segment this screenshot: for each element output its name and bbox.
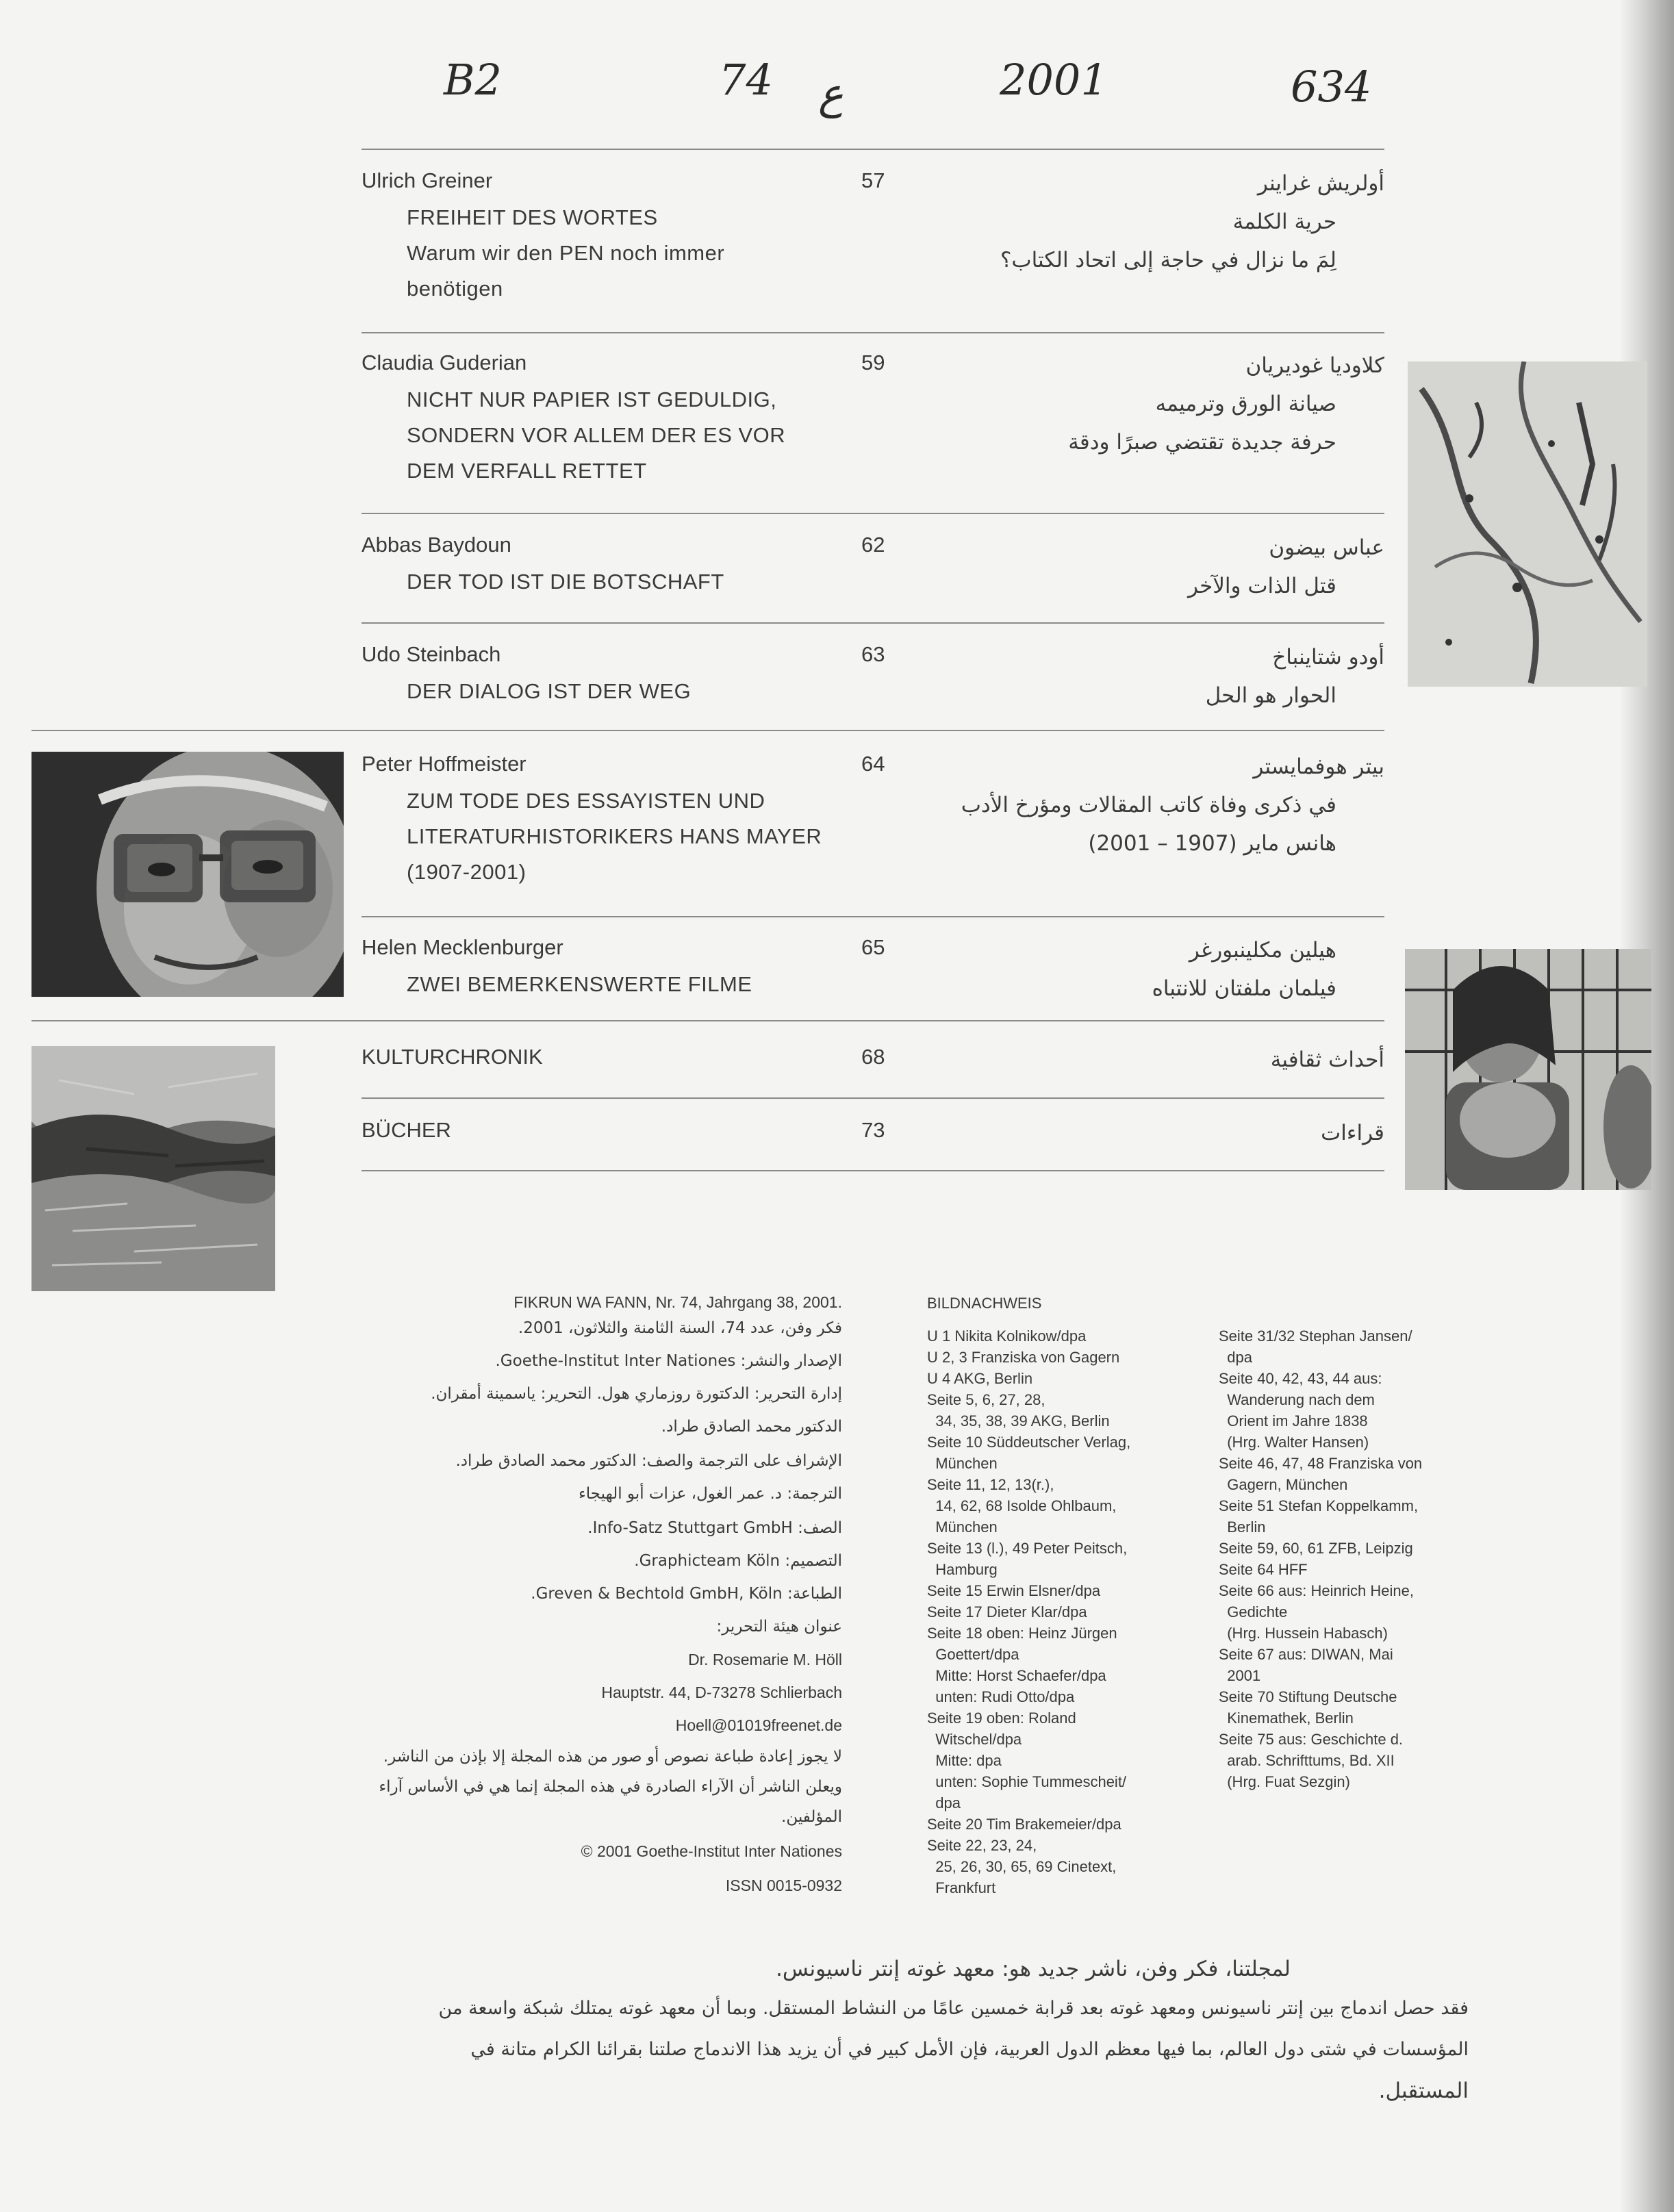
toc-section-title: BÜCHER — [362, 1118, 451, 1142]
toc-title-line: DEM VERFALL RETTET — [407, 459, 647, 483]
address-street: Hauptstr. 44, D-73278 Schlierbach — [601, 1683, 842, 1701]
toc-arabic-section-title: أحداث ثقافية — [1270, 1047, 1384, 1072]
handwritten-mark-3: ع — [818, 68, 844, 118]
toc-arabic-author: أودو شتاينباخ — [1272, 645, 1384, 670]
toc-page-number: 64 — [861, 752, 885, 776]
portrait-photo — [31, 752, 344, 997]
toc-page-number: 65 — [861, 935, 885, 959]
design-line: التصميم: Graphicteam Köln. — [634, 1552, 842, 1570]
toc-arabic-author: بيتر هوفمايستر — [1253, 754, 1384, 779]
toc-title-line: DER DIALOG IST DER WEG — [407, 679, 692, 703]
translation-line: الترجمة: د. عمر الغول، عزات أبو الهيجاء — [578, 1485, 842, 1503]
toc-title-line: DER TOD IST DIE BOTSCHAFT — [407, 570, 724, 594]
imprint-line-arabic: فكر وفن، عدد 74، السنة الثامنة والثلاثون، 2001. — [518, 1319, 842, 1337]
toc-entry[interactable] — [362, 752, 1384, 909]
toc-section-title: KULTURCHRONIK — [362, 1045, 543, 1069]
notice-line: ويعلن الناشر أن الآراء الصادرة في هذه المجلة إنما هي في الأساس آراء — [379, 1778, 842, 1796]
divider — [362, 332, 1384, 333]
toc-page-number: 63 — [861, 642, 885, 666]
printing-line: الطباعة: Greven & Bechtold GmbH, Köln. — [531, 1585, 842, 1603]
credits-column-2: Seite 31/32 Stephan Jansen/ dpa Seite 40, 42, 43, 44 aus: Wanderung nach dem Orient im Jahre 1838 (Hrg. Walter Hansen) Seite 46, 47, 48 Franziska von Gagern, München Seite 51 Stefan Koppelkamm, Berlin Seite 59, 60, 61 ZFB, Leipzig Seite 64 HFF Seite 66 aus: Heinrich Heine, Gedichte (Hrg. Hussein Habasch) Seite 67 aus: DIWAN, Mai 2001 Seite 70 Stiftung Deutsche Kinemathek, Berlin Seite 75 aus: Geschichte d. arab. Schrifttums, Bd. XII (Hrg. Fuat Sezgin) — [1219, 1327, 1423, 1790]
toc-entry[interactable] — [362, 351, 1384, 508]
toc-arabic-section-title: قراءات — [1321, 1121, 1384, 1145]
toc-author: Abbas Baydoun — [362, 533, 511, 557]
toc-page-number: 68 — [861, 1045, 885, 1069]
footer-arabic-line: المؤسسات في شتى دول العالم، بما فيها معظم الدول العربية، فإن الأمل كبير في أن يزيد هذا الاندماج صلتنا بقرائنا الكرام متانة في — [470, 2039, 1469, 2060]
address-name: Dr. Rosemarie M. Höll — [688, 1651, 842, 1668]
toc-author: Ulrich Greiner — [362, 168, 493, 192]
toc-author: Udo Steinbach — [362, 642, 501, 666]
handwritten-mark-5: 634 — [1291, 62, 1372, 112]
toc-author: Claudia Guderian — [362, 351, 527, 374]
notice-line: لا يجوز إعادة طباعة نصوص أو صور من هذه المجلة إلا بإذن من الناشر. — [383, 1748, 842, 1766]
toc-entry[interactable] — [362, 533, 1384, 615]
toc-arabic-title: قتل الذات والآخر — [1187, 574, 1336, 598]
toc-arabic-author: كلاوديا غوديريان — [1245, 353, 1384, 378]
toc-author: Helen Mecklenburger — [362, 935, 563, 959]
toc-arabic-subtitle: هانس ماير (1907 – 2001) — [1088, 831, 1336, 856]
toc-title-line: ZWEI BEMERKENSWERTE FILME — [407, 972, 752, 996]
copyright-line: © 2001 Goethe-Institut Inter Nationes — [581, 1842, 842, 1860]
divider — [362, 149, 1384, 150]
toc-arabic-title: فيلمان ملفتان للانتباه — [1152, 976, 1336, 1001]
handwritten-mark-4: 2001 — [1000, 55, 1108, 105]
toc-entry[interactable] — [362, 1118, 1384, 1159]
divider — [362, 622, 1384, 624]
issn-line: ISSN 0015-0932 — [725, 1877, 842, 1894]
typesetting-line: الصف: Info-Satz Stuttgart GmbH. — [587, 1519, 842, 1537]
toc-arabic-subtitle: حرفة جديدة تقتضي صبرًا ودقة — [1068, 430, 1336, 455]
handwritten-mark-2: 74 — [719, 55, 773, 105]
publisher-line: الإصدار والنشر: Goethe-Institut Inter Nationes. — [495, 1352, 842, 1370]
divider — [31, 730, 1384, 731]
toc-arabic-title: حرية الكلمة — [1232, 209, 1336, 234]
toc-page-number: 57 — [861, 168, 885, 192]
toc-page-number: 73 — [861, 1118, 885, 1142]
toc-title-line: SONDERN VOR ALLEM DER ES VOR — [407, 423, 786, 447]
editors-line: إدارة التحرير: الدكتورة روزماري هول. التحرير: ياسمينة أمقران. — [431, 1385, 842, 1403]
toc-entry[interactable] — [362, 935, 1384, 1017]
divider — [362, 1170, 1384, 1171]
address-label: عنوان هيئة التحرير: — [716, 1618, 842, 1636]
painting-photo — [31, 1046, 275, 1291]
toc-entry[interactable] — [362, 1045, 1384, 1086]
toc-title-line: ZUM TODE DES ESSAYISTEN UND — [407, 789, 765, 813]
toc-title-line: Warum wir den PEN noch immer — [407, 241, 725, 265]
toc-entry[interactable] — [362, 168, 1384, 326]
divider — [362, 1097, 1384, 1099]
handwritten-mark-1: B2 — [444, 55, 503, 105]
toc-page-number: 59 — [861, 351, 885, 374]
supervision-line: الإشراف على الترجمة والصف: الدكتور محمد الصادق طراد. — [455, 1452, 842, 1470]
toc-arabic-author: هيلين مكلينبورغر — [1189, 938, 1336, 963]
notice-line: المؤلفين. — [781, 1808, 842, 1826]
imprint-line: FIKRUN WA FANN, Nr. 74, Jahrgang 38, 2001. — [513, 1293, 842, 1311]
toc-arabic-author: أولريش غراينر — [1257, 171, 1384, 196]
credits-title: BILDNACHWEIS — [927, 1295, 1042, 1312]
divider — [362, 513, 1384, 514]
colophon — [379, 1287, 849, 1917]
toc-title-line: FREIHEIT DES WORTES — [407, 205, 658, 229]
girl-by-fence-photo — [1405, 949, 1651, 1190]
divider — [31, 1020, 1384, 1021]
footer-arabic-line: فقد حصل اندماج بين إنتر ناسيونس ومعهد غوته بعد قرابة خمسين عامًا من النشاط المستقل. وبما أن معهد غوته يمتلك شبكة واسعة من — [438, 1998, 1469, 2019]
toc-title-line: benötigen — [407, 277, 503, 301]
toc-arabic-subtitle: لِمَ ما نزال في حاجة إلى اتحاد الكتاب؟ — [1000, 248, 1336, 272]
toc-arabic-author: عباس بيضون — [1269, 535, 1384, 560]
toc-title-line: NICHT NUR PAPIER IST GEDULDIG, — [407, 387, 777, 411]
credits-column-1: U 1 Nikita Kolnikow/dpa U 2, 3 Franziska von Gagern U 4 AKG, Berlin Seite 5, 6, 27, 28, 34, 35, 38, 39 AKG, Berlin Seite 10 Süddeutscher Verlag, München Seite 11, 12, 13(r.), 14, 62, 68 Isolde Ohlbaum, München Seite 13 (l.), 49 Peter Peitsch, Hamburg Seite 15 Erwin Elsner/dpa Seite 17 Dieter Klar/dpa Seite 18 oben: Heinz Jürgen Goettert/dpa Mitte: Horst Schaefer/dpa unten: Rudi Otto/dpa Seite 19 oben: Roland Witschel/dpa Mitte: dpa unten: Sophie Tummescheit/ dpa Seite 20 Tim Brakemeier/dpa Seite 22, 23, 24, 25, 26, 30, 65, 69 Cinetext, Frankfurt — [927, 1327, 1131, 1896]
toc-entry[interactable] — [362, 642, 1384, 724]
footer-arabic-line: المستقبل. — [1378, 2078, 1469, 2103]
divider — [362, 916, 1384, 917]
editors-line-2: الدكتور محمد الصادق طراد. — [661, 1418, 842, 1436]
calligraphy-photo — [1408, 361, 1647, 687]
footer-arabic-line: لمجلتنا، فكر وفن، ناشر جديد هو: معهد غوته إنتر ناسيونس. — [776, 1957, 1291, 1981]
toc-arabic-title: في ذكرى وفاة كاتب المقالات ومؤرخ الأدب — [961, 793, 1336, 817]
toc-author: Peter Hoffmeister — [362, 752, 527, 776]
toc-arabic-title: الحوار هو الحل — [1205, 683, 1336, 708]
toc-page-number: 62 — [861, 533, 885, 557]
toc-title-line: LITERATURHISTORIKERS HANS MAYER — [407, 824, 822, 848]
toc-title-line: (1907-2001) — [407, 860, 527, 884]
toc-arabic-title: صيانة الورق وترميمه — [1155, 392, 1336, 416]
email-link[interactable]: Hoell@01019freenet.de — [675, 1716, 842, 1734]
